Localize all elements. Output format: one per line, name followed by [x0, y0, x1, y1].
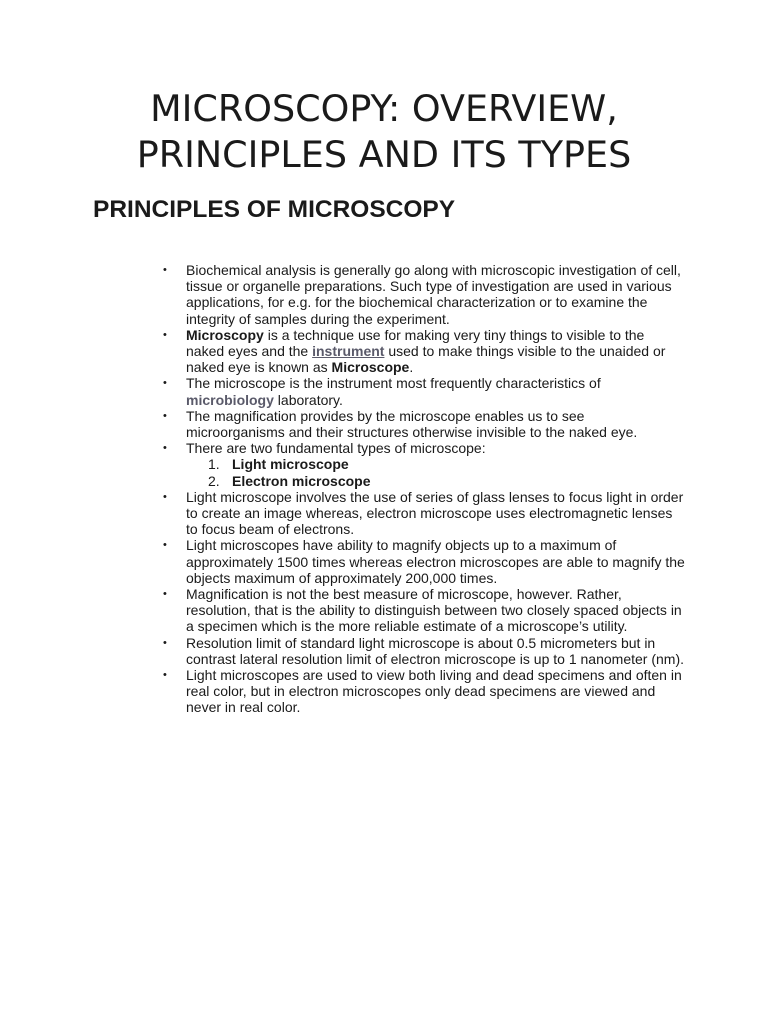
list-item-text: Light microscopes are used to view both living and dead specimens and often in real color, but in electron microscopes only dead specimens are viewed and never in real color. — [186, 667, 682, 716]
list-item-text: Biochemical analysis is generally go along with microscopic investigation of cell, tissue or organelle preparations. Such type of investigation are used in various applications, for e.g. for the biochemical characterization or to examine the integrity of samples during the experiment. — [186, 262, 681, 327]
list-item — [163, 667, 686, 716]
list-item-text: There are two fundamental types of microscope: — [186, 440, 486, 457]
term-microscope: Microscope — [331, 359, 410, 376]
bullet-icon: • — [163, 588, 167, 601]
list-item — [163, 537, 686, 586]
list-item-text: . — [409, 359, 414, 376]
list-item — [163, 488, 686, 538]
list-item — [163, 262, 686, 327]
section-heading: PRINCIPLES OF MICROSCOPY — [93, 196, 456, 223]
page-title — [0, 86, 768, 178]
bullet-icon: • — [163, 669, 167, 682]
list-item-text: Magnification is not the best measure of microscope, however. Rather, resolution, that is the ability to distinguish between two closely spaced objects in a specimen which is the more reliable estimate of a microscope’s utility. — [186, 586, 682, 635]
bullet-icon: • — [163, 442, 167, 455]
type-number: 1. — [208, 456, 220, 473]
bullet-icon: • — [163, 636, 167, 649]
bullet-icon: • — [163, 328, 167, 341]
bullet-icon: • — [163, 264, 167, 276]
list-item-text: laboratory. — [273, 391, 343, 408]
bullet-icon: • — [163, 539, 167, 552]
list-item — [163, 407, 686, 441]
bullet-icon: • — [163, 490, 167, 503]
instrument-link[interactable]: instrument — [312, 343, 385, 360]
list-item — [163, 440, 686, 489]
microscope-types-list — [186, 456, 686, 488]
list-item-text: The magnification provides by the microscope enables us to see microorganisms and their structures otherwise invisible to the naked eye. — [186, 407, 638, 441]
principles-list — [163, 262, 686, 716]
type-label: Electron microscope — [232, 472, 371, 489]
page-title-line-1: MICROSCOPY: OVERVIEW, — [150, 87, 618, 130]
term-microscopy: Microscopy — [186, 326, 264, 343]
document-body — [163, 262, 686, 716]
microbiology-link[interactable]: microbiology — [186, 391, 274, 408]
list-item-text: Resolution limit of standard light microscope is about 0.5 micrometers but in contrast lateral resolution limit of electron microscope is up to 1 nanometer (nm). — [186, 634, 684, 667]
list-item-text: is a technique use for making very tiny things to visible to the naked eyes and the — [186, 326, 645, 360]
list-item — [163, 634, 686, 667]
type-number: 2. — [208, 472, 220, 489]
page-title-line-2: PRINCIPLES AND ITS TYPES — [136, 133, 632, 176]
list-item — [163, 326, 686, 376]
list-item-text: The microscope is the instrument most frequently characteristics of — [186, 375, 601, 392]
type-item-light — [208, 456, 686, 473]
bullet-icon: • — [163, 409, 167, 422]
list-item-text: Light microscopes have ability to magnify objects up to a maximum of approximately 1500 times whereas electron microscopes are able to magnify the objects maximum of approximately 200,000 times. — [186, 537, 685, 586]
list-item-text: used to make things visible to the unaided or naked eye is known as — [186, 343, 666, 376]
bullet-icon: • — [163, 377, 167, 390]
list-item — [163, 375, 686, 408]
type-item-electron — [208, 472, 686, 489]
type-label: Light microscope — [232, 456, 349, 473]
list-item — [163, 586, 686, 635]
list-item-text: Light microscope involves the use of series of glass lenses to focus light in order to create an image whereas, electron microscope uses electromagnetic lenses to focus beam of electrons. — [186, 488, 684, 538]
